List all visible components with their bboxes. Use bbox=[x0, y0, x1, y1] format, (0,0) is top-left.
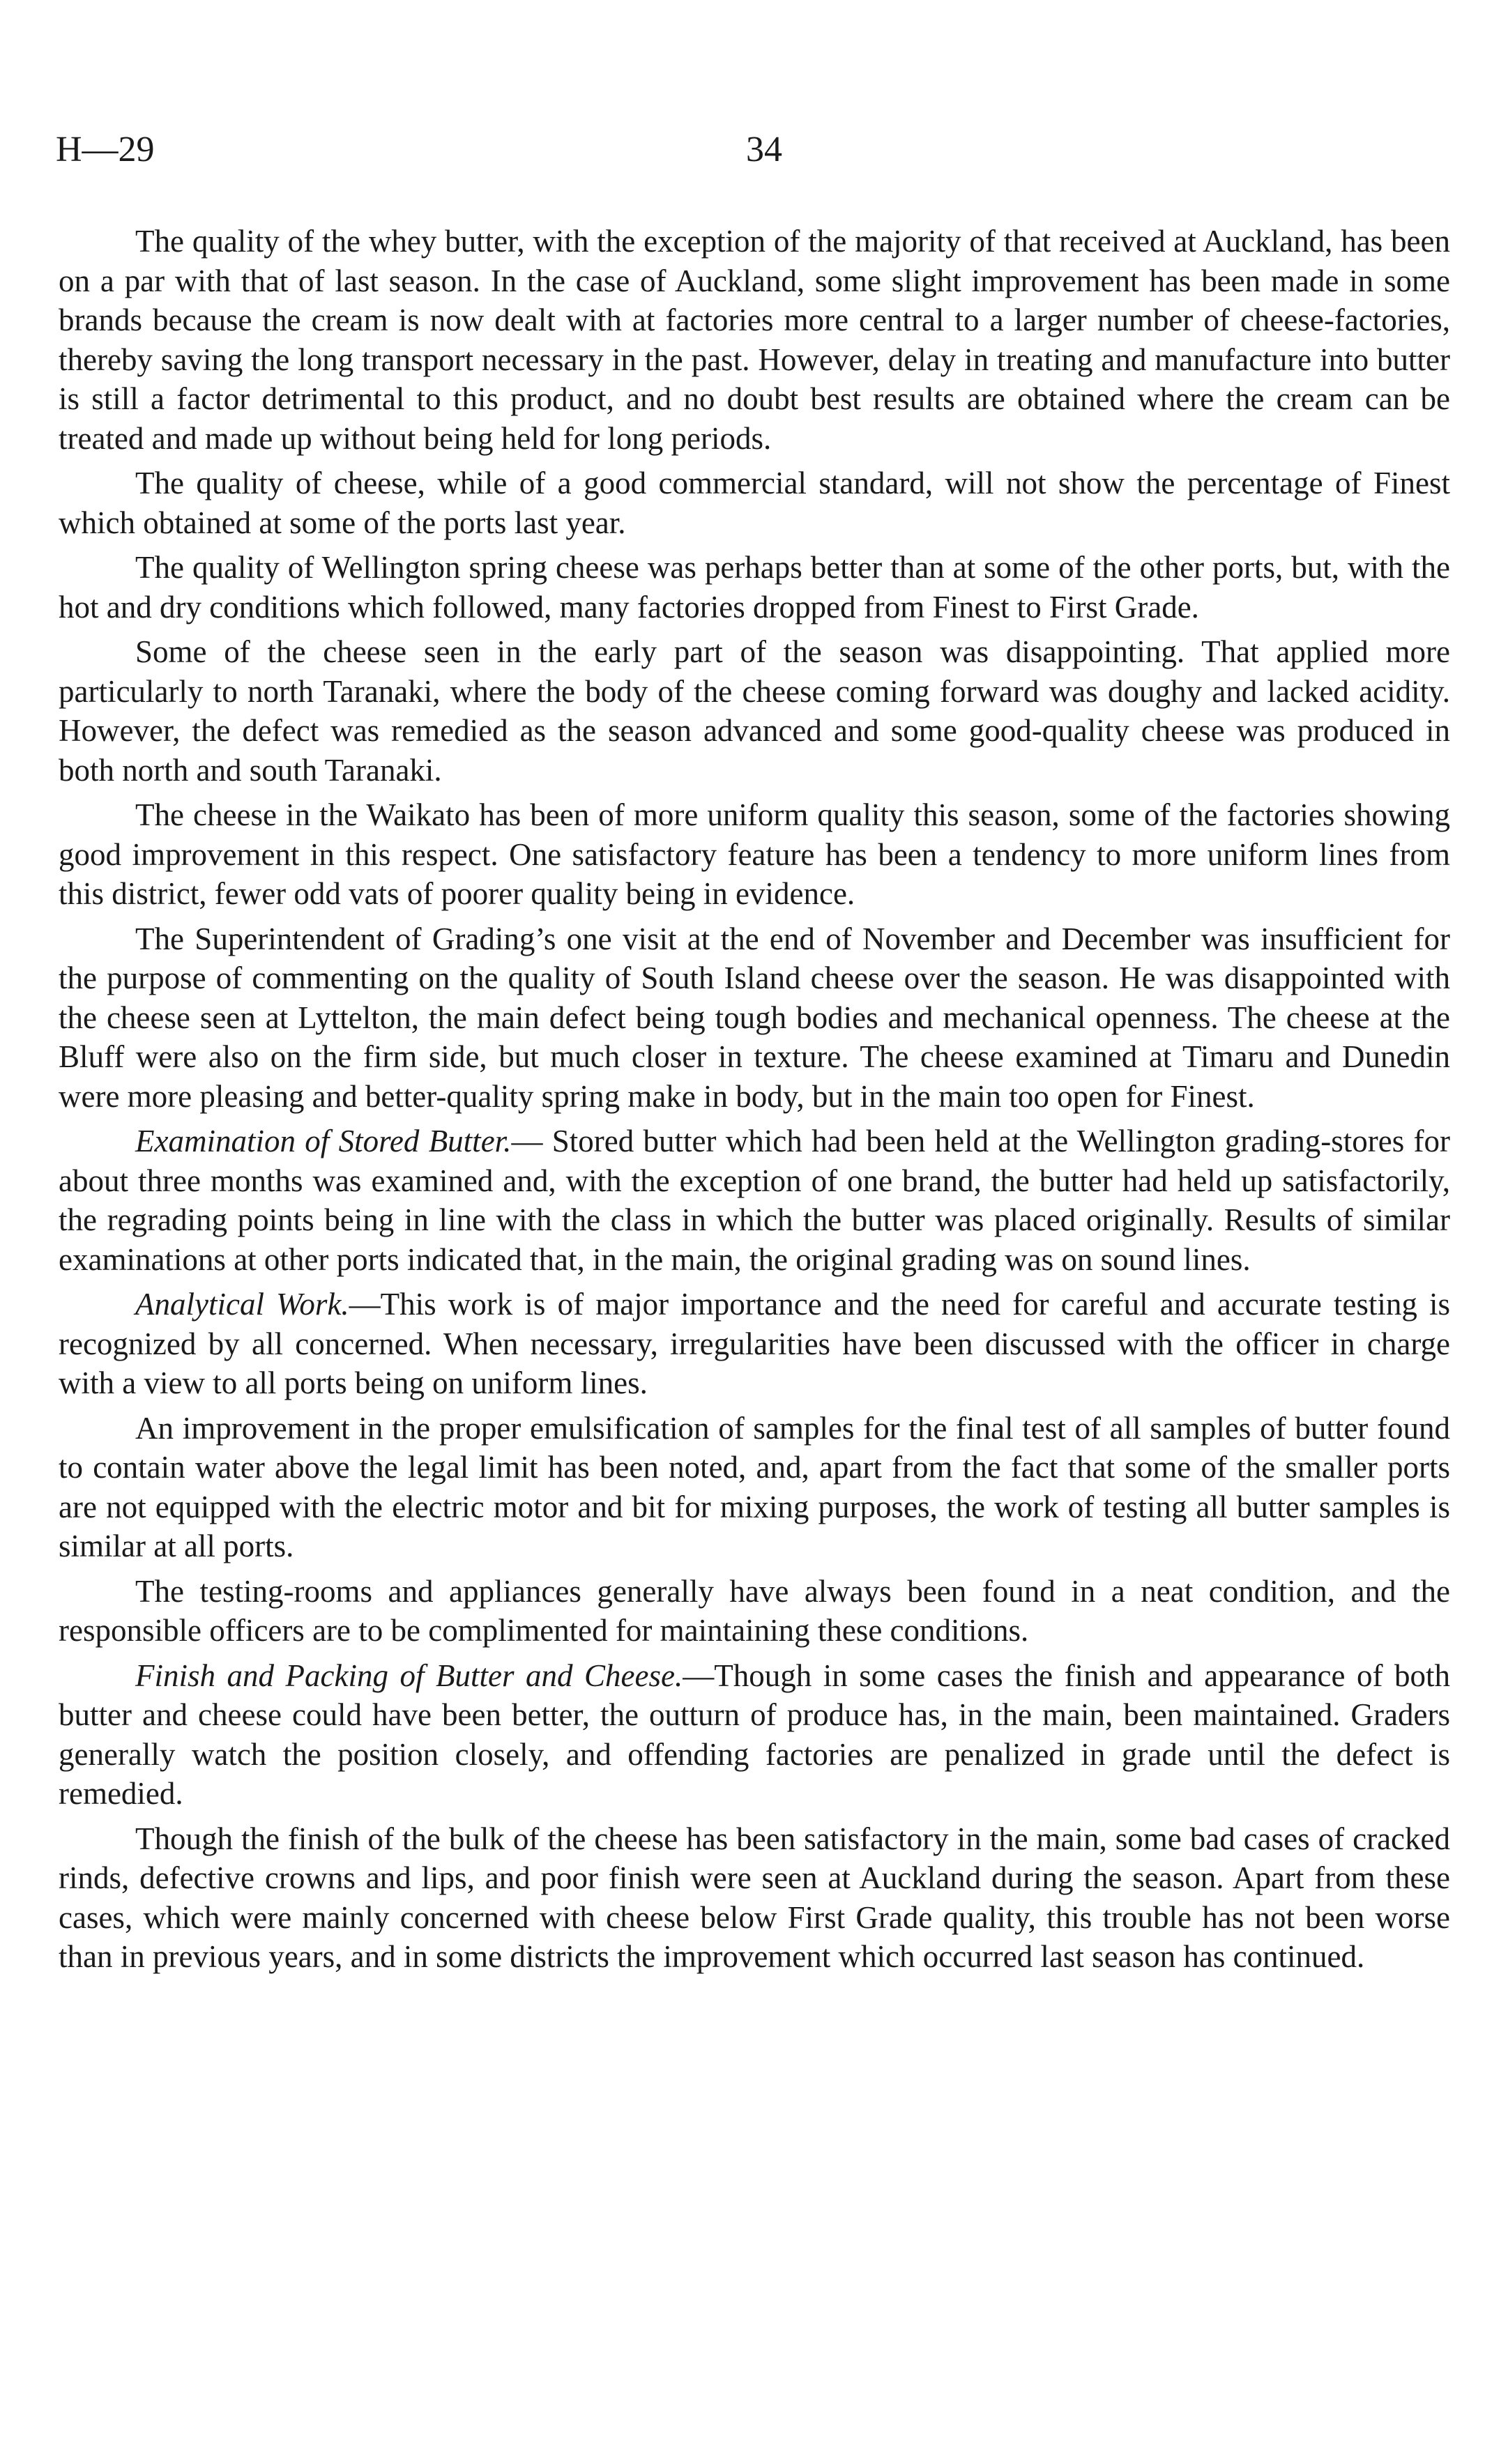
paragraph-text: The quality of Wellington spring cheese was perhaps better than at some of the other ports, but, with the hot and dry conditions which followed, many factories dropped from Finest to First Grade. bbox=[59, 550, 1450, 625]
paragraph-text: The Superintendent of Grading’s one visit at the end of November and December was insufficient for the purpose of commenting on the quality of South Island cheese over the season. He was disappointed with the cheese seen at Lyttelton, the main defect being tough bodies and mechanical openness. The cheese at the Bluff were also on the firm side, but much closer in texture. The cheese examined at Timaru and Dunedin were more pleasing and better-quality spring make in body, but in the main too open for Finest. bbox=[59, 921, 1450, 1114]
running-header bbox=[56, 125, 1443, 174]
section-heading: Analytical Work. bbox=[135, 1287, 349, 1322]
paragraph-analytical-work bbox=[59, 1285, 1450, 1403]
paragraph-south-island-cheese bbox=[59, 919, 1450, 1117]
paragraph-wellington-cheese bbox=[59, 548, 1450, 627]
paragraph-text: The cheese in the Waikato has been of more uniform quality this season, some of the factories showing good improvement in this respect. One satisfactory feature has been a tendency to more uniform lines from this district, fewer odd vats of poorer quality being in evidence. bbox=[59, 797, 1450, 911]
paragraph-text: Some of the cheese seen in the early part of the season was disappointing. That applied more particularly to north Taranaki, where the body of the cheese coming forward was doughy and lacked acidity. However, the defect was remedied as the season advanced and some good-quality cheese was produced in both north and south Taranaki. bbox=[59, 634, 1450, 788]
paragraph-text: —Though in some cases the finish and appearance of both butter and cheese could have been better, the outturn of produce has, in the main, been maintained. Graders generally watch the position closely, and offending factories are penalized in grade until the defect is remedied. bbox=[59, 1658, 1451, 1811]
section-heading: Finish and Packing of Butter and Cheese. bbox=[135, 1658, 683, 1693]
paragraph-waikato-cheese bbox=[59, 795, 1450, 914]
paragraph-testing-rooms bbox=[59, 1572, 1450, 1651]
paragraph-text: The quality of the whey butter, with the exception of the majority of that received at Auckland, has been on a par with that of last season. In the case of Auckland, some slight improvement has been made in some brands because the cream is now dealt with at factories more central to a larger number of cheese-factories, thereby saving the long transport necessary in the past. However, delay in treating and manufacture into butter is still a factor detrimental to this product, and no doubt best results are obtained where the cream can be treated and made up without being held for long periods. bbox=[59, 224, 1450, 456]
paragraph-emulsification bbox=[59, 1409, 1450, 1566]
document-reference: H—29 bbox=[56, 130, 155, 169]
body-text bbox=[59, 222, 1450, 1982]
paragraph-cheese-finish bbox=[59, 1819, 1450, 1977]
paragraph-text: The testing-rooms and appliances generally have always been found in a neat condition, and the responsible officers are to be complimented for maintaining these conditions. bbox=[59, 1573, 1450, 1648]
section-heading: Examination of Stored Butter. bbox=[135, 1124, 512, 1158]
paragraph-stored-butter bbox=[59, 1122, 1450, 1279]
paragraph-text: —This work is of major importance and the need for careful and accurate testing is recognized by all concerned. When necessary, irregularities have been discussed with the officer in charge with a view to all ports being on uniform lines. bbox=[59, 1287, 1450, 1400]
paragraph-taranaki-cheese bbox=[59, 632, 1450, 790]
paragraph-text: — Stored butter which had been held at the Wellington grading-stores for about three months was examined and, with the exception of one brand, the butter had held up satisfactorily, the regrading points being in line with the class in which the butter was placed originally. Results of similar examinations at other ports indicated that, in the main, the original grading was on sound lines. bbox=[59, 1124, 1450, 1277]
paragraph-cheese-quality bbox=[59, 464, 1450, 542]
paragraph-finish-packing bbox=[59, 1656, 1450, 1814]
paragraph-text: The quality of cheese, while of a good commercial standard, will not show the percentage of Finest which obtained at some of the ports last year. bbox=[59, 466, 1450, 540]
paragraph-text: An improvement in the proper emulsification of samples for the final test of all samples of butter found to contain water above the legal limit has been noted, and, apart from the fact that some of the smaller ports are not equipped with the electric motor and bit for mixing purposes, the work of testing all butter samples is similar at all ports. bbox=[59, 1410, 1450, 1563]
paragraph-text: Though the finish of the bulk of the cheese has been satisfactory in the main, some bad cases of cracked rinds, defective crowns and lips, and poor finish were seen at Auckland during the season. Apart from these cases, which were mainly concerned with cheese below First Grade quality, this trouble has not been worse than in previous years, and in some districts the improvement which occurred last season has continued. bbox=[59, 1821, 1450, 1974]
paragraph-whey-butter bbox=[59, 222, 1450, 458]
page-number: 34 bbox=[746, 130, 782, 169]
